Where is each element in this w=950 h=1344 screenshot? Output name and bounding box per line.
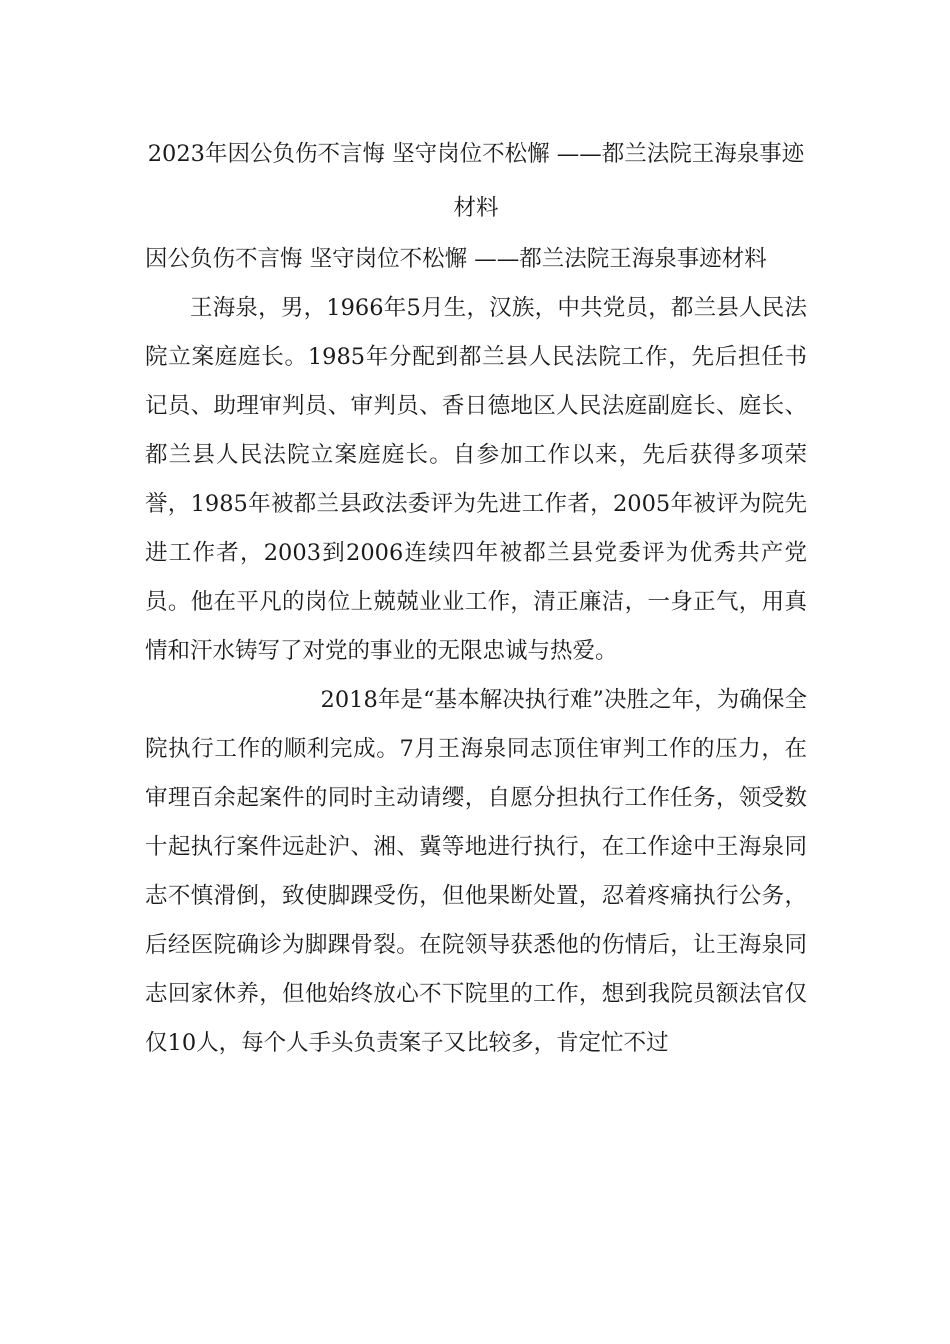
document-page — [145, 127, 807, 1068]
paragraph-execution-work: 2018年是“基本解决执行难”决胜之年，为确保全院执行工作的顺利完成。7月王海泉同志顶住审判工作的压力，在审理百余起案件的同时主动请缨，自愿分担执行工作任务，领受数十起执行案件远赴沪、湘、冀等地进行执行，在工作途中王海泉同志不慎滑倒，致使脚踝受伤，但他果断处置，忍着疼痛执行公务，后经医院确诊为脚踝骨裂。在院领导获悉他的伤情后，让王海泉同志回家休养，但他始终放心不下院里的工作，想到我院员额法官仅仅10人，每个人手头负责案子又比较多，肯定忙不过 — [145, 687, 807, 1056]
paragraph-biography: 王海泉，男，1966年5月生，汉族，中共党员，都兰县人民法院立案庭庭长。1985年分配到都兰县人民法院工作，先后担任书记员、助理审判员、审判员、香日德地区人民法庭副庭长、庭长、都兰县人民法院立案庭庭长。自参加工作以来，先后获得多项荣誉，1985年被都兰县政法委评为先进工作者，2005年被评为院先进工作者，2003到2006连续四年被都兰县党委评为优秀共产党员。他在平凡的岗位上兢兢业业工作，清正廉洁，一身正气，用真情和汗水铸写了对党的事业的无限忠诚与热爱。 — [145, 295, 807, 664]
document-title: 2023年因公负伤不言悔 坚守岗位不松懈 ——都兰法院王海泉事迹材料 — [147, 141, 805, 221]
document-subtitle: 因公负伤不言悔 坚守岗位不松懈 ——都兰法院王海泉事迹材料 — [145, 246, 767, 272]
